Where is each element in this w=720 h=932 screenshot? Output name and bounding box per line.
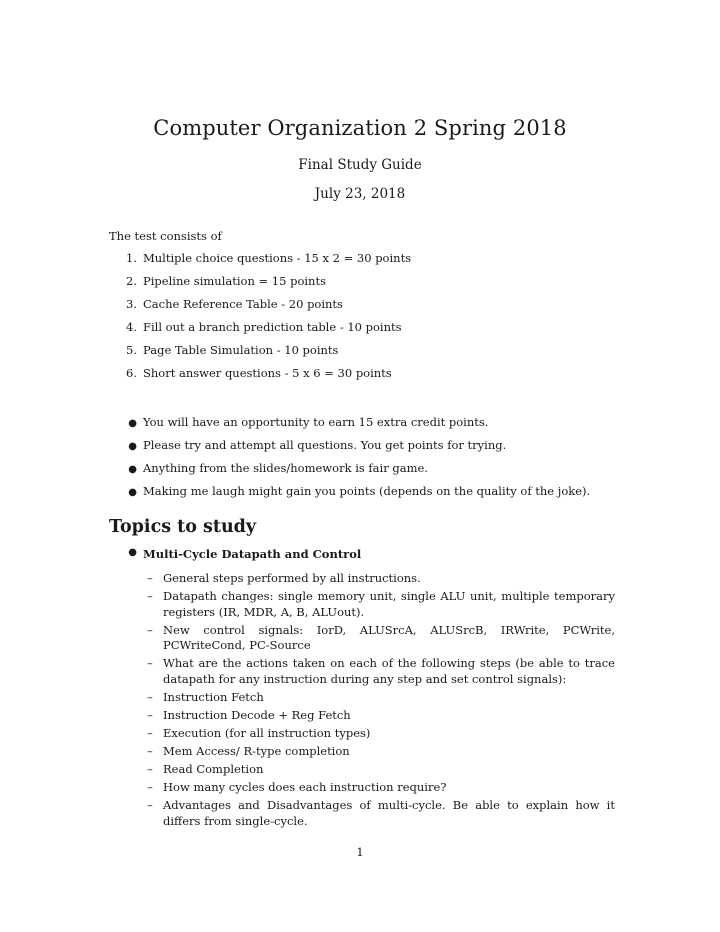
bullet-icon: ● xyxy=(128,464,137,475)
subtopic-list xyxy=(147,571,615,832)
subtopic-text: General steps performed by all instructions. xyxy=(163,571,421,585)
subtopic-text: Datapath changes: single memory unit, single ALU unit, multiple temporary registers (IR, MDR, A, B, ALUout). xyxy=(163,589,615,619)
subtopic-item xyxy=(147,708,615,724)
subtopic-text: New control signals: IorD, ALUSrcA, ALUSrcB, IRWrite, PCWrite, PCWriteCond, PC-Source xyxy=(163,622,615,653)
item-number: 5. xyxy=(126,343,137,357)
dash-icon: – xyxy=(147,589,153,604)
item-number: 2. xyxy=(126,274,137,288)
item-text: Multiple choice questions - 15 x 2 = 30 points xyxy=(143,251,412,265)
item-text: Fill out a branch prediction table - 10 points xyxy=(143,320,402,334)
topic-title: Multi-Cycle Datapath and Control xyxy=(143,547,362,561)
item-text: Pipeline simulation = 15 points xyxy=(143,274,326,288)
dash-icon: – xyxy=(147,780,153,795)
dash-icon: – xyxy=(147,744,153,759)
note-item xyxy=(109,484,590,507)
dash-icon: – xyxy=(147,689,153,704)
note-item xyxy=(109,461,590,484)
test-part-item xyxy=(109,297,411,320)
test-part-item xyxy=(109,343,411,366)
dash-icon: – xyxy=(147,762,153,777)
subtopic-item xyxy=(147,744,615,760)
dash-icon: – xyxy=(147,798,153,813)
subtopic-item xyxy=(147,690,615,706)
note-text: You will have an opportunity to earn 15 extra credit points. xyxy=(143,415,489,429)
subtopic-item xyxy=(147,762,615,778)
note-item xyxy=(109,438,590,461)
test-part-item xyxy=(109,320,411,343)
subtopic-text: How many cycles does each instruction require? xyxy=(163,780,447,795)
subtopic-item xyxy=(147,656,615,687)
note-text: Making me laugh might gain you points (depends on the quality of the joke). xyxy=(143,484,591,498)
item-text: Cache Reference Table - 20 points xyxy=(143,297,343,311)
subtopic-item xyxy=(147,623,615,654)
subtopic-text: Read Completion xyxy=(163,762,264,777)
item-text: Page Table Simulation - 10 points xyxy=(143,343,339,357)
document-date: July 23, 2018 xyxy=(314,186,406,202)
test-part-item xyxy=(109,274,411,297)
notes-list xyxy=(109,415,590,507)
subtopic-text: Mem Access/ R-type completion xyxy=(163,744,350,759)
subtopic-item xyxy=(147,589,615,620)
note-text: Please try and attempt all questions. You get points for trying. xyxy=(143,438,507,452)
test-part-item xyxy=(109,251,411,274)
subtopic-text: What are the actions taken on each of the following steps (be able to trace datapath for any instruction during any step and set control signals): xyxy=(163,656,615,686)
document-subtitle: Final Study Guide xyxy=(298,157,422,173)
topic-item xyxy=(109,547,361,561)
subtopic-item xyxy=(147,798,615,829)
subtopic-item xyxy=(147,780,615,796)
bullet-icon: ● xyxy=(128,487,137,498)
dash-icon: – xyxy=(147,707,153,722)
subtopic-text: Instruction Fetch xyxy=(163,689,264,704)
item-number: 4. xyxy=(126,320,137,334)
page-number: 1 xyxy=(356,845,364,859)
dash-icon: – xyxy=(147,726,153,741)
subtopic-text: Execution (for all instruction types) xyxy=(163,726,371,741)
intro-text: The test consists of xyxy=(109,229,222,243)
subtopic-item xyxy=(147,571,615,587)
item-number: 1. xyxy=(126,251,137,265)
subtopic-item xyxy=(147,726,615,742)
dash-icon: – xyxy=(147,571,153,585)
bullet-icon: ● xyxy=(128,547,137,558)
section-heading: Topics to study xyxy=(109,517,257,537)
dash-icon: – xyxy=(147,656,153,671)
item-number: 3. xyxy=(126,297,137,311)
test-parts-list xyxy=(109,251,411,389)
dash-icon: – xyxy=(147,622,153,637)
document-title: Computer Organization 2 Spring 2018 xyxy=(153,116,567,140)
subtopic-text: Instruction Decode + Reg Fetch xyxy=(163,707,351,722)
subtopic-text: Advantages and Disadvantages of multi-cycle. Be able to explain how it differs from single-cycle. xyxy=(163,798,615,828)
bullet-icon: ● xyxy=(128,418,137,429)
item-number: 6. xyxy=(126,366,137,380)
note-text: Anything from the slides/homework is fair game. xyxy=(143,461,428,475)
note-item xyxy=(109,415,590,438)
item-text: Short answer questions - 5 x 6 = 30 points xyxy=(143,366,392,380)
bullet-icon: ● xyxy=(128,441,137,452)
test-part-item xyxy=(109,366,411,389)
